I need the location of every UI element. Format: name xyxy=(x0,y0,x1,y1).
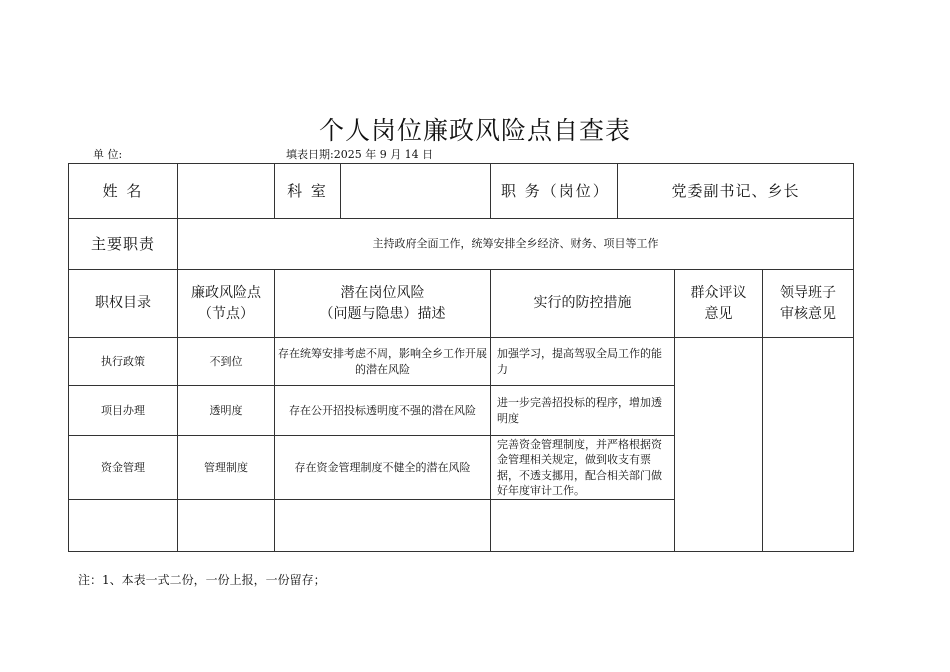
col-header-risk-point xyxy=(178,270,275,338)
position-label: 职 务（岗位） xyxy=(491,164,618,219)
document-title: 个人岗位廉政风险点自查表 xyxy=(318,116,631,145)
risk-desc-cell xyxy=(275,500,491,552)
duties-label: 主要职责 xyxy=(69,219,178,270)
header-row xyxy=(69,270,854,338)
col-header-leader-review xyxy=(763,270,854,338)
unit-label: 单 位: xyxy=(93,148,123,161)
measures-cell: 加强学习，提高驾驭全局工作的能力 xyxy=(491,338,675,386)
position-value: 党委副书记、乡长 xyxy=(618,164,854,219)
leader-review-header-line2: 审核意见 xyxy=(780,305,836,322)
public-opinion-cell xyxy=(675,338,763,552)
catalog-cell xyxy=(69,500,178,552)
measures-cell xyxy=(491,500,675,552)
measures-cell: 进一步完善招投标的程序，增加透明度 xyxy=(491,386,675,436)
potential-risk-header-line1: 潜在岗位风险 xyxy=(340,285,425,302)
col-header-catalog: 职权目录 xyxy=(69,270,178,338)
info-row xyxy=(69,164,854,219)
risk-point-cell: 透明度 xyxy=(178,386,275,436)
name-label: 姓 名 xyxy=(69,164,178,219)
fill-date: 填表日期:2025 年 9 月 14 日 xyxy=(286,148,434,161)
dept-label: 科 室 xyxy=(275,164,341,219)
risk-point-header-line2: （节点） xyxy=(198,305,254,322)
col-header-potential-risk xyxy=(275,270,491,338)
leader-review-header-line1: 领导班子 xyxy=(780,285,836,302)
potential-risk-header-line2: （问题与隐患）描述 xyxy=(319,305,446,322)
risk-point-cell xyxy=(178,500,275,552)
duties-row xyxy=(69,219,854,270)
table-row xyxy=(69,338,854,386)
dept-value xyxy=(341,164,491,219)
risk-point-cell: 管理制度 xyxy=(178,436,275,500)
risk-desc-cell: 存在资金管理制度不健全的潜在风险 xyxy=(275,436,491,500)
leader-review-cell xyxy=(763,338,854,552)
catalog-cell: 资金管理 xyxy=(69,436,178,500)
risk-point-cell: 不到位 xyxy=(178,338,275,386)
risk-desc-cell: 存在公开招投标透明度不强的潜在风险 xyxy=(275,386,491,436)
risk-self-check-table xyxy=(68,163,854,552)
duties-value: 主持政府全面工作，统筹安排全乡经济、财务、项目等工作 xyxy=(178,219,854,270)
col-header-measures: 实行的防控措施 xyxy=(491,270,675,338)
risk-desc-cell: 存在统筹安排考虑不周，影响全乡工作开展的潜在风险 xyxy=(275,338,491,386)
footnote: 注：1、本表一式二份，一份上报，一份留存； xyxy=(78,573,326,587)
measures-cell: 完善资金管理制度，并严格根据资金管理相关规定，做到收支有票据，不透支挪用，配合相关部门做好年度审计工作。 xyxy=(491,436,675,500)
name-value xyxy=(178,164,275,219)
public-opinion-header-line2: 意见 xyxy=(704,305,733,322)
catalog-cell: 项目办理 xyxy=(69,386,178,436)
catalog-cell: 执行政策 xyxy=(69,338,178,386)
risk-point-header-line1: 廉政风险点 xyxy=(191,285,261,302)
col-header-public-opinion xyxy=(675,270,763,338)
public-opinion-header-line1: 群众评议 xyxy=(690,285,747,302)
